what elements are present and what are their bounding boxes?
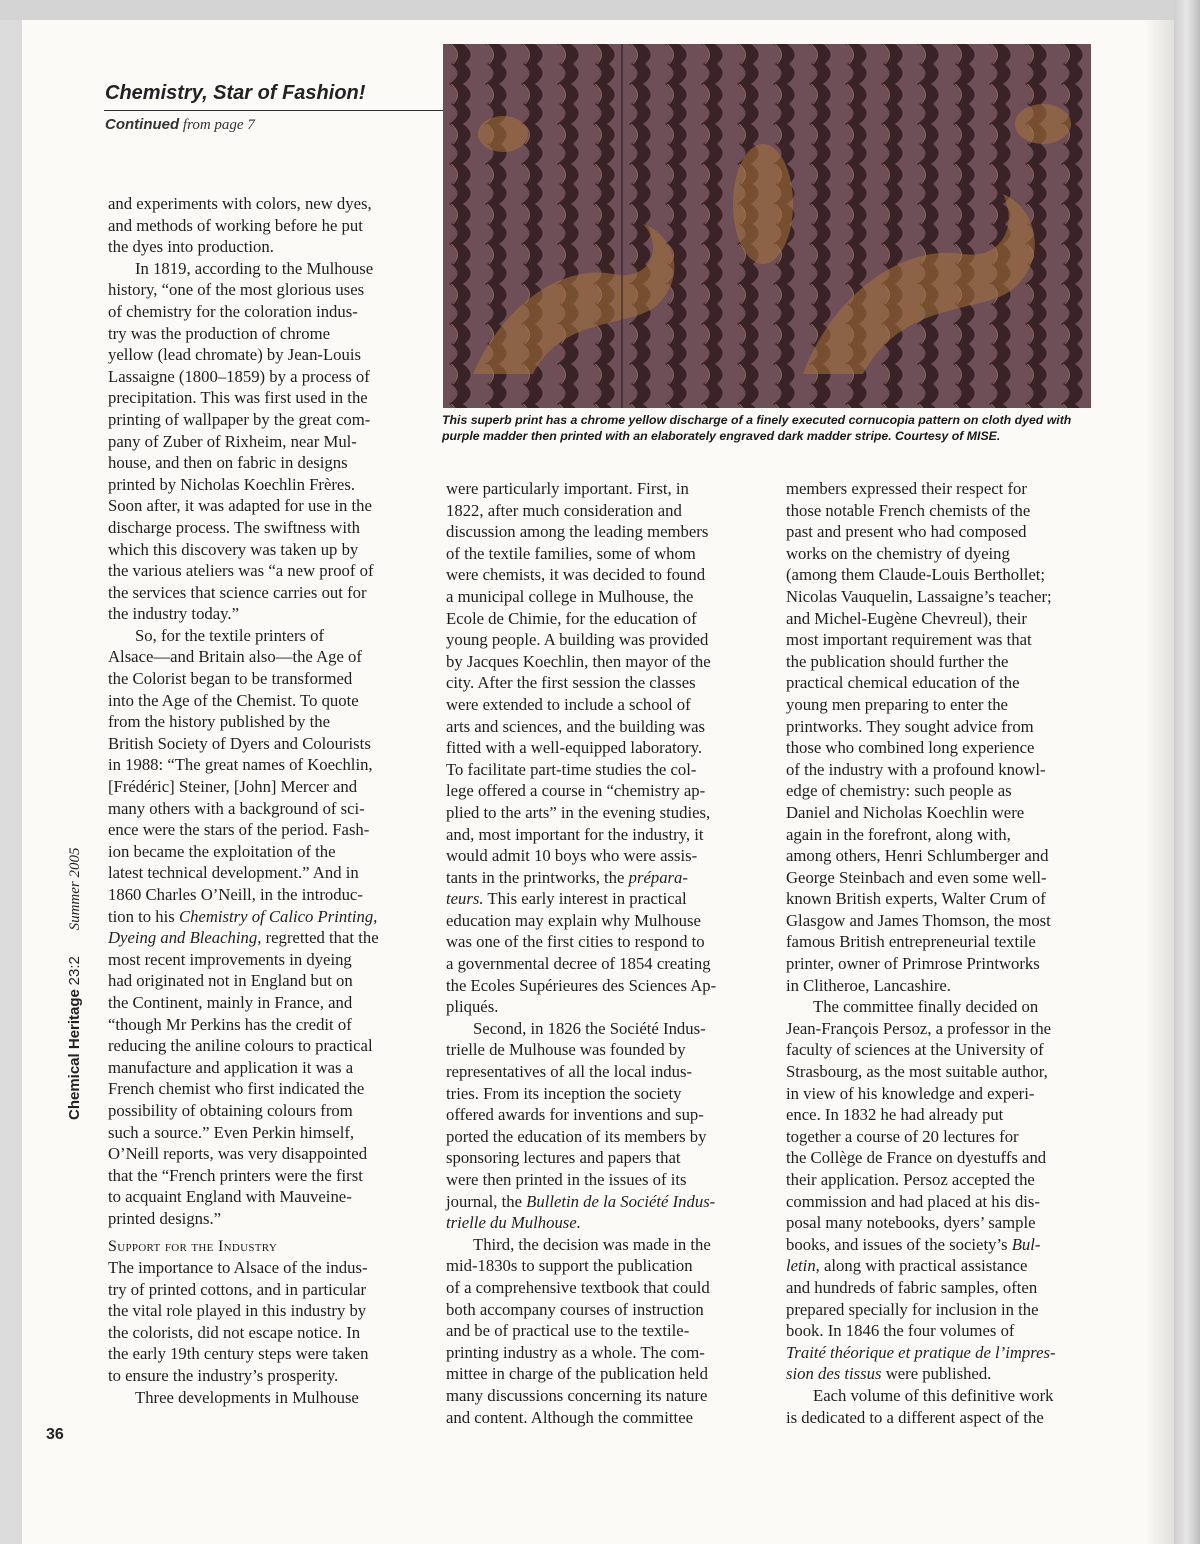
text-line: ported the education of its members by bbox=[446, 1126, 707, 1146]
text-line: were extended to include a school of bbox=[446, 694, 691, 714]
text-line: and, most important for the industry, it bbox=[446, 824, 704, 844]
text-line: in 1988: “The great names of Koechlin, bbox=[108, 755, 373, 775]
text-line: So, for the textile printers of bbox=[135, 625, 325, 645]
text-line: the industry today.” bbox=[108, 604, 239, 624]
text-line: house, and then on fabric in designs bbox=[108, 453, 348, 473]
text-line: Third, the decision was made in the bbox=[473, 1234, 711, 1254]
text-line: 1860 Charles O’Neill, in the introduc- bbox=[108, 885, 363, 904]
text-line: To facilitate part-time studies the col- bbox=[446, 759, 697, 779]
text-line: tion to his Chemistry of Calico Printing, bbox=[108, 906, 378, 926]
text-line: the vital role played in this industry by bbox=[108, 1301, 367, 1321]
italic-title: Dyeing and Bleaching, bbox=[108, 928, 262, 948]
text-line: practical chemical education of the bbox=[786, 673, 1020, 693]
text-line: Glasgow and James Thomson, the most bbox=[786, 910, 1051, 930]
text-line: printed designs.” bbox=[108, 1208, 222, 1228]
text-line: fitted with a well-equipped laboratory. bbox=[446, 738, 703, 758]
text-line: George Steinbach and even some well- bbox=[786, 867, 1047, 887]
text-line: ion became the exploitation of the bbox=[108, 841, 336, 861]
magazine-name: Chemical Heritage bbox=[66, 989, 83, 1120]
text-line: try was the production of chrome bbox=[108, 323, 330, 343]
text-line: the Ecoles Supérieures des Sciences Ap- bbox=[446, 975, 717, 995]
text-line: possibility of obtaining colours from bbox=[108, 1100, 353, 1120]
text-line: Daniel and Nicholas Koechlin were bbox=[786, 802, 1025, 822]
text-line: Strasbourg, as the most suitable author, bbox=[786, 1062, 1048, 1082]
text-line: French chemist who first indicated the bbox=[108, 1079, 365, 1099]
text-line: discussion among the leading members bbox=[446, 522, 709, 542]
text-line: history, “one of the most glorious uses bbox=[108, 280, 365, 300]
text-line: representatives of all the local indus- bbox=[446, 1062, 693, 1082]
text-line: would admit 10 boys who were assis- bbox=[446, 846, 698, 866]
continued-label: Continued bbox=[105, 116, 180, 133]
photo-fold-line bbox=[621, 44, 623, 408]
text-line: education may explain why Mulhouse bbox=[446, 910, 701, 930]
text-line: lege offered a course in “chemistry ap- bbox=[446, 781, 706, 801]
text-line: printer, owner of Primrose Printworks bbox=[786, 954, 1040, 974]
scan-top-edge bbox=[0, 0, 1200, 20]
text-line: known British experts, Walter Crum of bbox=[786, 889, 1046, 909]
text-line: plied to the arts” in the evening studies, bbox=[446, 802, 711, 822]
italic-title: Bulletin de la Société Indus- bbox=[526, 1191, 716, 1211]
text-line: posal many notebooks, dyers’ sample bbox=[786, 1213, 1036, 1233]
text-line: ence. In 1832 he had already put bbox=[786, 1105, 1004, 1125]
text-line: Alsace—and Britain also—the Age of bbox=[108, 647, 362, 667]
italic-title: Bul- bbox=[1011, 1234, 1041, 1254]
text-line: Second, in 1826 the Société Indus- bbox=[473, 1018, 706, 1038]
italic-title: prépara- bbox=[628, 867, 688, 887]
text-line: were chemists, it was decided to found bbox=[446, 565, 706, 585]
text-line: Three developments in Mulhouse bbox=[135, 1387, 359, 1407]
text-line: Jean-François Persoz, a professor in the bbox=[786, 1018, 1052, 1038]
text-line: the publication should further the bbox=[786, 651, 1009, 671]
text-line: arts and sciences, and the building was bbox=[446, 716, 706, 736]
italic-title: Chemistry of Calico Printing, bbox=[178, 906, 378, 926]
text-line: O’Neill reports, was very disappointed bbox=[108, 1144, 368, 1164]
text-line: among others, Henri Schlumberger and bbox=[786, 846, 1049, 866]
text-line: such a source.” Even Perkin himself, bbox=[108, 1122, 355, 1142]
text-line: reducing the aniline colours to practical bbox=[108, 1036, 373, 1056]
text-line: which this discovery was taken up by bbox=[108, 539, 359, 559]
text-line: again in the forefront, along with, bbox=[786, 824, 1011, 844]
text-line: young people. A building was provided bbox=[446, 630, 709, 650]
text-line: is dedicated to a different aspect of the bbox=[786, 1407, 1044, 1427]
text-line: in Clitheroe, Lancashire. bbox=[786, 975, 951, 995]
text-line: were particularly important. First, in bbox=[446, 479, 689, 498]
text-column-1 bbox=[108, 193, 420, 1408]
text-line: mid-1830s to support the publication bbox=[446, 1256, 693, 1276]
text-line: had originated not in England but on bbox=[108, 971, 353, 991]
text-line: a municipal college in Mulhouse, the bbox=[446, 586, 694, 606]
text-line: most important requirement was that bbox=[786, 630, 1032, 650]
text-line: in view of his knowledge and experi- bbox=[786, 1083, 1035, 1103]
text-line: the Colorist began to be transformed bbox=[108, 669, 353, 689]
text-line: Each volume of this definitive work bbox=[813, 1385, 1054, 1405]
text-line: the services that science carries out for bbox=[108, 582, 367, 602]
text-line: of chemistry for the coloration indus- bbox=[108, 301, 358, 321]
text-line: and methods of working before he put bbox=[108, 215, 363, 235]
text-line: and experiments with colors, new dyes, bbox=[108, 194, 372, 213]
text-line: both accompany courses of instruction bbox=[446, 1299, 704, 1319]
text-line: mittee in charge of the publication held bbox=[446, 1364, 708, 1384]
text-line: printworks. They sought advice from bbox=[786, 716, 1034, 736]
page-number: 36 bbox=[46, 1426, 64, 1443]
text-line: of a comprehensive textbook that could bbox=[446, 1277, 710, 1297]
text-line: tries. From its inception the society bbox=[446, 1083, 682, 1103]
text-line: city. After the first session the classes bbox=[446, 673, 696, 693]
text-line: Ecole de Chimie, for the education of bbox=[446, 608, 697, 628]
photo-caption: This superb print has a chrome yellow discharge of a finely executed cornucopia pattern on cloth dyed with purple madder then printed with an elaborately engraved dark madder stripe. Courtesy of MISE. bbox=[442, 413, 1072, 443]
text-line: and hundreds of fabric samples, often bbox=[786, 1277, 1038, 1297]
title-rule bbox=[104, 110, 464, 111]
text-line: the dyes into production. bbox=[108, 237, 274, 257]
text-line: their application. Persoz accepted the bbox=[786, 1170, 1035, 1189]
text-line: The committee finally decided on bbox=[813, 997, 1039, 1017]
text-line: printing industry as a whole. The com- bbox=[446, 1342, 705, 1362]
text-line: discharge process. The swiftness with bbox=[108, 517, 360, 537]
text-line: the colorists, did not escape notice. In bbox=[108, 1322, 361, 1342]
text-line: books, and issues of the society’s Bul- bbox=[786, 1234, 1041, 1254]
text-line: “though Mr Perkins has the credit of bbox=[108, 1014, 352, 1034]
italic-title: teurs. bbox=[446, 889, 484, 909]
text-line: most recent improvements in dyeing bbox=[108, 949, 352, 969]
text-line: The importance to Alsace of the indus- bbox=[108, 1258, 368, 1278]
text-line: the Collège de France on dyestuffs and bbox=[786, 1148, 1047, 1168]
text-line: the Continent, mainly in France, and bbox=[108, 992, 353, 1012]
text-line: many discussions concerning its nature bbox=[446, 1385, 708, 1405]
article-title: Chemistry, Star of Fashion! bbox=[105, 82, 366, 104]
text-line: that the “French printers were the first bbox=[108, 1165, 363, 1185]
text-line: of the textile families, some of whom bbox=[446, 543, 696, 563]
text-line: prepared specially for inclusion in the bbox=[786, 1299, 1039, 1319]
text-line: was one of the first cities to respond to bbox=[446, 932, 705, 952]
text-line: tants in the printworks, the prépara- bbox=[446, 867, 688, 887]
text-line: letin, along with practical assistance bbox=[786, 1256, 1028, 1276]
section-heading: Support for the Industry bbox=[108, 1237, 278, 1255]
text-line: members expressed their respect for bbox=[786, 479, 1027, 498]
text-line: edge of chemistry: such people as bbox=[786, 781, 1012, 801]
text-column-2 bbox=[446, 478, 761, 1428]
italic-title: sion des tissus bbox=[786, 1364, 882, 1384]
text-line: journal, the Bulletin de la Société Indus- bbox=[446, 1191, 716, 1211]
text-line: many others with a background of sci- bbox=[108, 798, 365, 818]
text-line: British Society of Dyers and Colourists bbox=[108, 733, 371, 753]
text-line: precipitation. This was first used in the bbox=[108, 388, 368, 408]
text-line: teurs. This early interest in practical bbox=[446, 889, 687, 909]
text-line: [Frédéric] Steiner, [John] Mercer and bbox=[108, 777, 358, 797]
text-line: works on the chemistry of dyeing bbox=[786, 543, 1010, 563]
text-line: pany of Zuber of Rixheim, near Mul- bbox=[108, 431, 357, 451]
text-line: latest technical development.” And in bbox=[108, 863, 359, 883]
text-line: Soon after, it was adapted for use in the bbox=[108, 496, 372, 516]
text-line: Lassaigne (1800–1859) by a process of bbox=[108, 366, 370, 386]
fabric-print-photo bbox=[443, 44, 1091, 408]
text-line: those who combined long experience bbox=[786, 738, 1035, 758]
text-line: In 1819, according to the Mulhouse bbox=[135, 258, 374, 278]
issue-number: 23:2 bbox=[66, 956, 83, 986]
text-line: (among them Claude-Louis Berthollet; bbox=[786, 565, 1046, 585]
text-line: try of printed cottons, and in particular bbox=[108, 1279, 367, 1299]
text-line: manufacture and application it was a bbox=[108, 1057, 354, 1077]
text-line: ence were the stars of the period. Fash- bbox=[108, 820, 370, 840]
text-line: together a course of 20 lectures for bbox=[786, 1126, 1019, 1146]
text-line: and Michel-Eugène Chevreul), their bbox=[786, 608, 1027, 628]
text-line: young men preparing to enter the bbox=[786, 694, 1008, 714]
text-line: and be of practical use to the textile- bbox=[446, 1321, 690, 1341]
text-line: yellow (lead chromate) by Jean-Louis bbox=[108, 345, 362, 365]
text-line: printing of wallpaper by the great com- bbox=[108, 409, 371, 429]
scan-right-edge bbox=[1174, 0, 1200, 1544]
text-line: trielle de Mulhouse was founded by bbox=[446, 1040, 686, 1060]
issue-season: Summer 2005 bbox=[67, 847, 83, 931]
text-line: were then printed in the issues of its bbox=[446, 1170, 687, 1189]
text-line: the various ateliers was “a new proof of bbox=[108, 561, 374, 581]
text-line: by Jacques Koechlin, then mayor of the bbox=[446, 651, 711, 671]
text-line: commission and had placed at his dis- bbox=[786, 1191, 1040, 1211]
text-line bbox=[446, 1212, 761, 1234]
text-line: famous British entrepreneurial textile bbox=[786, 932, 1036, 952]
text-line: book. In 1846 the four volumes of bbox=[786, 1321, 1015, 1341]
text-line: to acquaint England with Mauveine- bbox=[108, 1187, 352, 1207]
continued-from: from page 7 bbox=[182, 117, 255, 133]
text-column-3 bbox=[786, 478, 1106, 1428]
text-line: Nicolas Vauquelin, Lassaigne’s teacher; bbox=[786, 586, 1052, 606]
text-line: sion des tissus were published. bbox=[786, 1364, 992, 1384]
text-line: pliqués. bbox=[446, 997, 499, 1017]
text-line: printed by Nicholas Koechlin Frères. bbox=[108, 474, 356, 494]
text-line: faculty of sciences at the University of bbox=[786, 1040, 1044, 1060]
italic-title: Traité théorique et pratique de l’impres- bbox=[786, 1342, 1056, 1362]
text-line: sponsoring lectures and papers that bbox=[446, 1148, 681, 1168]
text-line: offered awards for inventions and sup- bbox=[446, 1105, 704, 1125]
text-line: of the industry with a profound knowl- bbox=[786, 759, 1046, 779]
text-line: to ensure the industry’s prosperity. bbox=[108, 1366, 339, 1386]
fabric-pattern-svg bbox=[443, 44, 1091, 408]
text-line: 1822, after much consideration and bbox=[446, 500, 682, 520]
text-line bbox=[786, 1342, 1106, 1364]
italic-title: letin, bbox=[786, 1256, 820, 1276]
text-line: and content. Although the committee bbox=[446, 1407, 694, 1427]
text-line: those notable French chemists of the bbox=[786, 500, 1031, 520]
continued-line bbox=[105, 116, 255, 134]
text-line: a governmental decree of 1854 creating bbox=[446, 954, 711, 974]
text-line: Dyeing and Bleaching, regretted that the bbox=[108, 928, 379, 948]
text-line: into the Age of the Chemist. To quote bbox=[108, 690, 359, 710]
italic-title: trielle du Mulhouse. bbox=[446, 1213, 581, 1233]
text-line: from the history published by the bbox=[108, 712, 331, 732]
text-line: past and present who had composed bbox=[786, 522, 1027, 542]
text-line: the early 19th century steps were taken bbox=[108, 1344, 369, 1364]
